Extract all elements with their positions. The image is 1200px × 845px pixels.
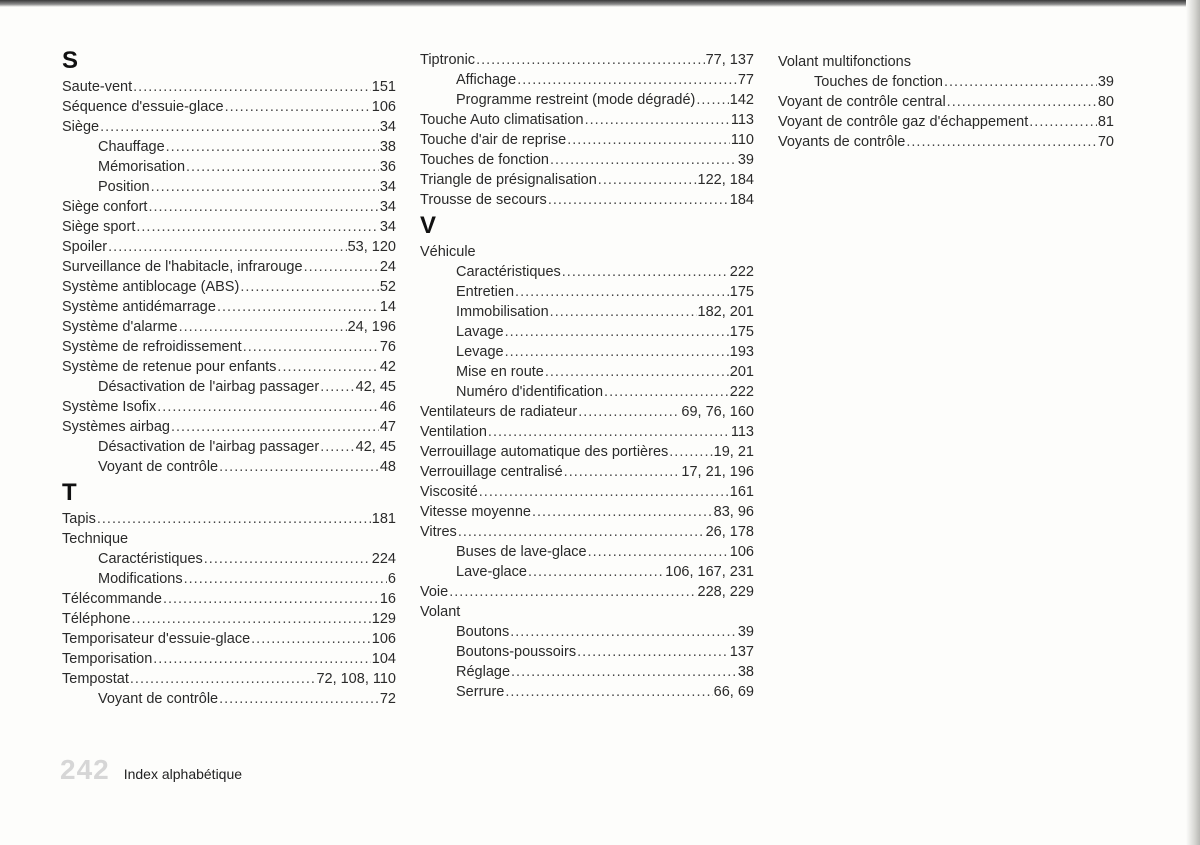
index-entry [420,502,754,522]
section-letter: V [420,212,437,239]
entry-pages: 106 [371,99,396,115]
index-entry [778,92,1114,112]
entry-term: Affichage [456,72,517,88]
dot-leader [669,442,712,462]
entry-term: Boutons-poussoirs [456,644,577,660]
index-subentry [62,437,396,457]
entry-term: Levage [456,344,504,360]
index-entry [420,482,754,502]
dot-leader [132,609,371,629]
entry-pages: 224 [371,551,396,567]
entry-pages: 222 [729,384,754,400]
entry-pages: 122, 184 [697,172,754,188]
entry-pages: 42 [379,359,396,375]
index-subentry [420,262,754,282]
index-subentry [420,322,754,342]
entry-pages: 72 [379,691,396,707]
dot-leader [550,302,697,322]
dot-leader [517,70,737,90]
index-subentry [420,562,754,582]
entry-pages: 110 [730,132,754,148]
entry-term: Position [98,179,150,195]
index-subentry [62,137,396,157]
entry-pages: 104 [371,651,396,667]
entry-term: Saute-vent [62,79,133,95]
index-entry [420,130,754,150]
index-subentry [420,662,754,682]
entry-pages: 175 [729,284,754,300]
entry-pages: 34 [379,119,396,135]
dot-leader [277,357,378,377]
dot-leader [944,72,1097,92]
entry-term: Lave-glace [456,564,527,580]
index-entry [62,509,396,529]
entry-term: Réglage [456,664,511,680]
entry-term: Volant [420,604,461,620]
entry-term: Système antiblocage (ABS) [62,279,240,295]
index-entry [62,317,396,337]
entry-term: Voie [420,584,449,600]
entry-pages: 38 [737,664,754,680]
index-entry [420,442,754,462]
dot-leader [562,262,729,282]
dot-leader [217,297,379,317]
entry-pages: 80 [1097,94,1114,110]
dot-leader [304,257,379,277]
index-entry [62,337,396,357]
entry-pages: 193 [729,344,754,360]
entry-term: Caractéristiques [456,264,561,280]
dot-leader [577,642,729,662]
index-entry [62,97,396,117]
dot-leader [166,137,379,157]
index-entry [420,582,754,602]
index-entry [62,609,396,629]
index-entry [62,629,396,649]
dot-leader [204,549,371,569]
index-subentry [420,362,754,382]
entry-term: Ventilateurs de radiateur [420,404,578,420]
entry-term: Siège [62,119,100,135]
entry-pages: 52 [379,279,396,295]
dot-leader [100,117,379,137]
index-subentry [62,377,396,397]
entry-pages: 161 [729,484,754,500]
entry-pages: 83, 96 [713,504,754,520]
entry-term: Technique [62,531,129,547]
entry-pages: 142 [729,92,754,108]
dot-leader [947,92,1097,112]
entry-pages: 39 [1097,74,1114,90]
dot-leader [151,177,379,197]
index-entry [62,297,396,317]
index-entry [420,402,754,422]
page-top-edge [0,0,1200,7]
entry-term: Touches de fonction [814,74,943,90]
entry-pages: 39 [737,152,754,168]
dot-leader [320,437,354,457]
index-entry [62,197,396,217]
entry-term: Viscosité [420,484,478,500]
dot-leader [184,569,387,589]
dot-leader [479,482,729,502]
index-subentry [420,642,754,662]
dot-leader [136,217,379,237]
entry-pages: 137 [729,644,754,660]
entry-pages: 181 [371,511,396,527]
entry-pages: 182, 201 [697,304,754,320]
index-column-3 [778,52,1114,152]
dot-leader [515,282,729,302]
entry-term: Serrure [456,684,505,700]
index-entry [62,257,396,277]
index-entry [62,589,396,609]
entry-pages: 228, 229 [697,584,754,600]
index-subentry [420,382,754,402]
entry-term: Trousse de secours [420,192,547,208]
dot-leader [97,509,371,529]
index-entry [62,277,396,297]
entry-pages: 151 [371,79,396,95]
entry-term: Système de refroidissement [62,339,242,355]
entry-term: Système de retenue pour enfants [62,359,277,375]
entry-term: Mémorisation [98,159,186,175]
entry-term: Vitesse moyenne [420,504,531,520]
entry-pages: 69, 76, 160 [681,404,754,420]
entry-pages: 113 [730,112,754,128]
index-entry [420,150,754,170]
index-entry [62,649,396,669]
entry-term: Voyants de contrôle [778,134,906,150]
entry-pages: 34 [379,219,396,235]
entry-term: Modifications [98,571,183,587]
entry-pages: 34 [379,199,396,215]
entry-pages: 17, 21, 196 [681,464,754,480]
entry-pages: 70 [1097,134,1114,150]
entry-pages: 81 [1097,114,1114,130]
entry-pages: 36 [379,159,396,175]
entry-term: Verrouillage centralisé [420,464,563,480]
dot-leader [133,77,371,97]
entry-pages: 53, 120 [347,239,396,255]
dot-leader [225,97,371,117]
dot-leader [585,110,730,130]
dot-leader [108,237,346,257]
index-subentry [62,157,396,177]
index-entry [62,77,396,97]
entry-pages: 26, 178 [705,524,754,540]
index-subentry [420,342,754,362]
index-subentry [62,689,396,709]
entry-term: Siège confort [62,199,148,215]
index-subentry [420,70,754,90]
entry-pages: 201 [729,364,754,380]
entry-pages: 39 [737,624,754,640]
index-entry [62,529,396,549]
dot-leader [153,649,371,669]
entry-term: Désactivation de l'airbag passager [98,439,320,455]
index-entry [62,217,396,237]
section-title: Index alphabétique [123,766,243,782]
dot-leader [567,130,730,150]
entry-pages: 24 [379,259,396,275]
index-subentry [420,282,754,302]
index-subentry [420,682,754,702]
index-entry [420,602,754,622]
entry-pages: 72, 108, 110 [316,671,396,687]
entry-term: Entretien [456,284,515,300]
entry-term: Buses de lave-glace [456,544,587,560]
dot-leader [505,682,712,702]
dot-leader [130,669,316,689]
index-subentry [420,302,754,322]
entry-term: Système antidémarrage [62,299,216,315]
dot-leader [219,689,379,709]
entry-pages: 106, 167, 231 [665,564,754,580]
dot-leader [510,622,737,642]
entry-term: Télécommande [62,591,162,607]
index-subentry [420,622,754,642]
entry-term: Chauffage [98,139,165,155]
dot-leader [163,589,379,609]
entry-term: Voyant de contrôle central [778,94,946,110]
entry-term: Boutons [456,624,510,640]
dot-leader [604,382,729,402]
entry-term: Spoiler [62,239,108,255]
dot-leader [598,170,697,190]
entry-term: Triangle de présignalisation [420,172,597,188]
index-entry [62,417,396,437]
dot-leader [505,342,729,362]
dot-leader [157,397,379,417]
section-letter: T [62,479,77,506]
entry-pages: 106 [729,544,754,560]
page-number: 242 [60,754,110,785]
dot-leader [578,402,680,422]
dot-leader [449,582,696,602]
entry-term: Système d'alarme [62,319,178,335]
entry-pages: 184 [729,192,754,208]
entry-term: Touche Auto climatisation [420,112,584,128]
entry-term: Verrouillage automatique des portières [420,444,669,460]
dot-leader [219,457,379,477]
entry-term: Véhicule [420,244,476,260]
index-entry [420,422,754,442]
entry-pages: 66, 69 [713,684,754,700]
dot-leader [240,277,379,297]
entry-pages: 77, 137 [705,52,754,68]
entry-term: Touches de fonction [420,152,549,168]
section-letter: S [62,47,79,74]
index-entry [62,357,396,377]
entry-term: Touche d'air de reprise [420,132,567,148]
index-entry [420,522,754,542]
entry-term: Programme restreint (mode dégradé) [456,92,696,108]
entry-term: Numéro d'identification [456,384,604,400]
index-entry [62,397,396,417]
index-subentry [62,457,396,477]
index-subentry [420,542,754,562]
entry-pages: 175 [729,324,754,340]
entry-pages: 46 [379,399,396,415]
entry-pages: 77 [737,72,754,88]
dot-leader [588,542,729,562]
entry-pages: 19, 21 [713,444,754,460]
entry-pages: 16 [379,591,396,607]
index-column-1 [62,45,396,709]
dot-leader [550,150,737,170]
entry-term: Tempostat [62,671,129,687]
index-column-2 [420,50,754,702]
index-subentry [62,177,396,197]
entry-pages: 34 [379,179,396,195]
dot-leader [511,662,737,682]
entry-term: Immobilisation [456,304,549,320]
entry-term: Temporisateur d'essuie-glace [62,631,251,647]
dot-leader [251,629,371,649]
index-subentry [62,569,396,589]
entry-term: Séquence d'essuie-glace [62,99,224,115]
dot-leader [243,337,379,357]
page-binding-shadow [1186,0,1200,845]
dot-leader [1029,112,1097,132]
entry-pages: 42, 45 [355,439,396,455]
entry-pages: 47 [379,419,396,435]
entry-term: Ventilation [420,424,487,440]
entry-term: Désactivation de l'airbag passager [98,379,320,395]
dot-leader [545,362,729,382]
index-entry [420,462,754,482]
entry-term: Lavage [456,324,504,340]
entry-pages: 42, 45 [355,379,396,395]
index-entry [420,242,754,262]
dot-leader [528,562,664,582]
entry-term: Volant multifonctions [778,54,911,70]
index-entry [420,170,754,190]
entry-term: Tapis [62,511,96,527]
index-subentry [62,549,396,569]
index-subentry [778,72,1114,92]
dot-leader [488,422,730,442]
entry-term: Systèmes airbag [62,419,170,435]
dot-leader [458,522,705,542]
dot-leader [564,462,681,482]
dot-leader [179,317,347,337]
entry-pages: 129 [371,611,396,627]
entry-term: Siège sport [62,219,136,235]
entry-pages: 14 [379,299,396,315]
index-entry [420,110,754,130]
entry-term: Mise en route [456,364,544,380]
page-footer [60,754,242,786]
dot-leader [548,190,729,210]
entry-term: Système Isofix [62,399,157,415]
entry-term: Surveillance de l'habitacle, infrarouge [62,259,303,275]
dot-leader [696,90,728,110]
index-entry [420,190,754,210]
entry-term: Voyant de contrôle gaz d'échappement [778,114,1029,130]
entry-pages: 6 [387,571,396,587]
index-entry [778,112,1114,132]
dot-leader [906,132,1096,152]
entry-term: Tiptronic [420,52,476,68]
index-entry [778,52,1114,72]
index-entry [778,132,1114,152]
dot-leader [505,322,729,342]
dot-leader [476,50,705,70]
entry-term: Téléphone [62,611,131,627]
index-entry [62,117,396,137]
entry-pages: 113 [730,424,754,440]
entry-pages: 222 [729,264,754,280]
index-subentry [420,90,754,110]
entry-term: Caractéristiques [98,551,203,567]
entry-term: Vitres [420,524,457,540]
dot-leader [320,377,354,397]
entry-term: Voyant de contrôle [98,691,219,707]
entry-term: Voyant de contrôle [98,459,219,475]
index-entry [62,237,396,257]
dot-leader [532,502,713,522]
dot-leader [186,157,379,177]
entry-pages: 76 [379,339,396,355]
entry-pages: 24, 196 [347,319,396,335]
index-entry [62,669,396,689]
entry-pages: 106 [371,631,396,647]
entry-term: Temporisation [62,651,153,667]
index-entry [420,50,754,70]
entry-pages: 38 [379,139,396,155]
entry-pages: 48 [379,459,396,475]
dot-leader [148,197,378,217]
dot-leader [171,417,379,437]
